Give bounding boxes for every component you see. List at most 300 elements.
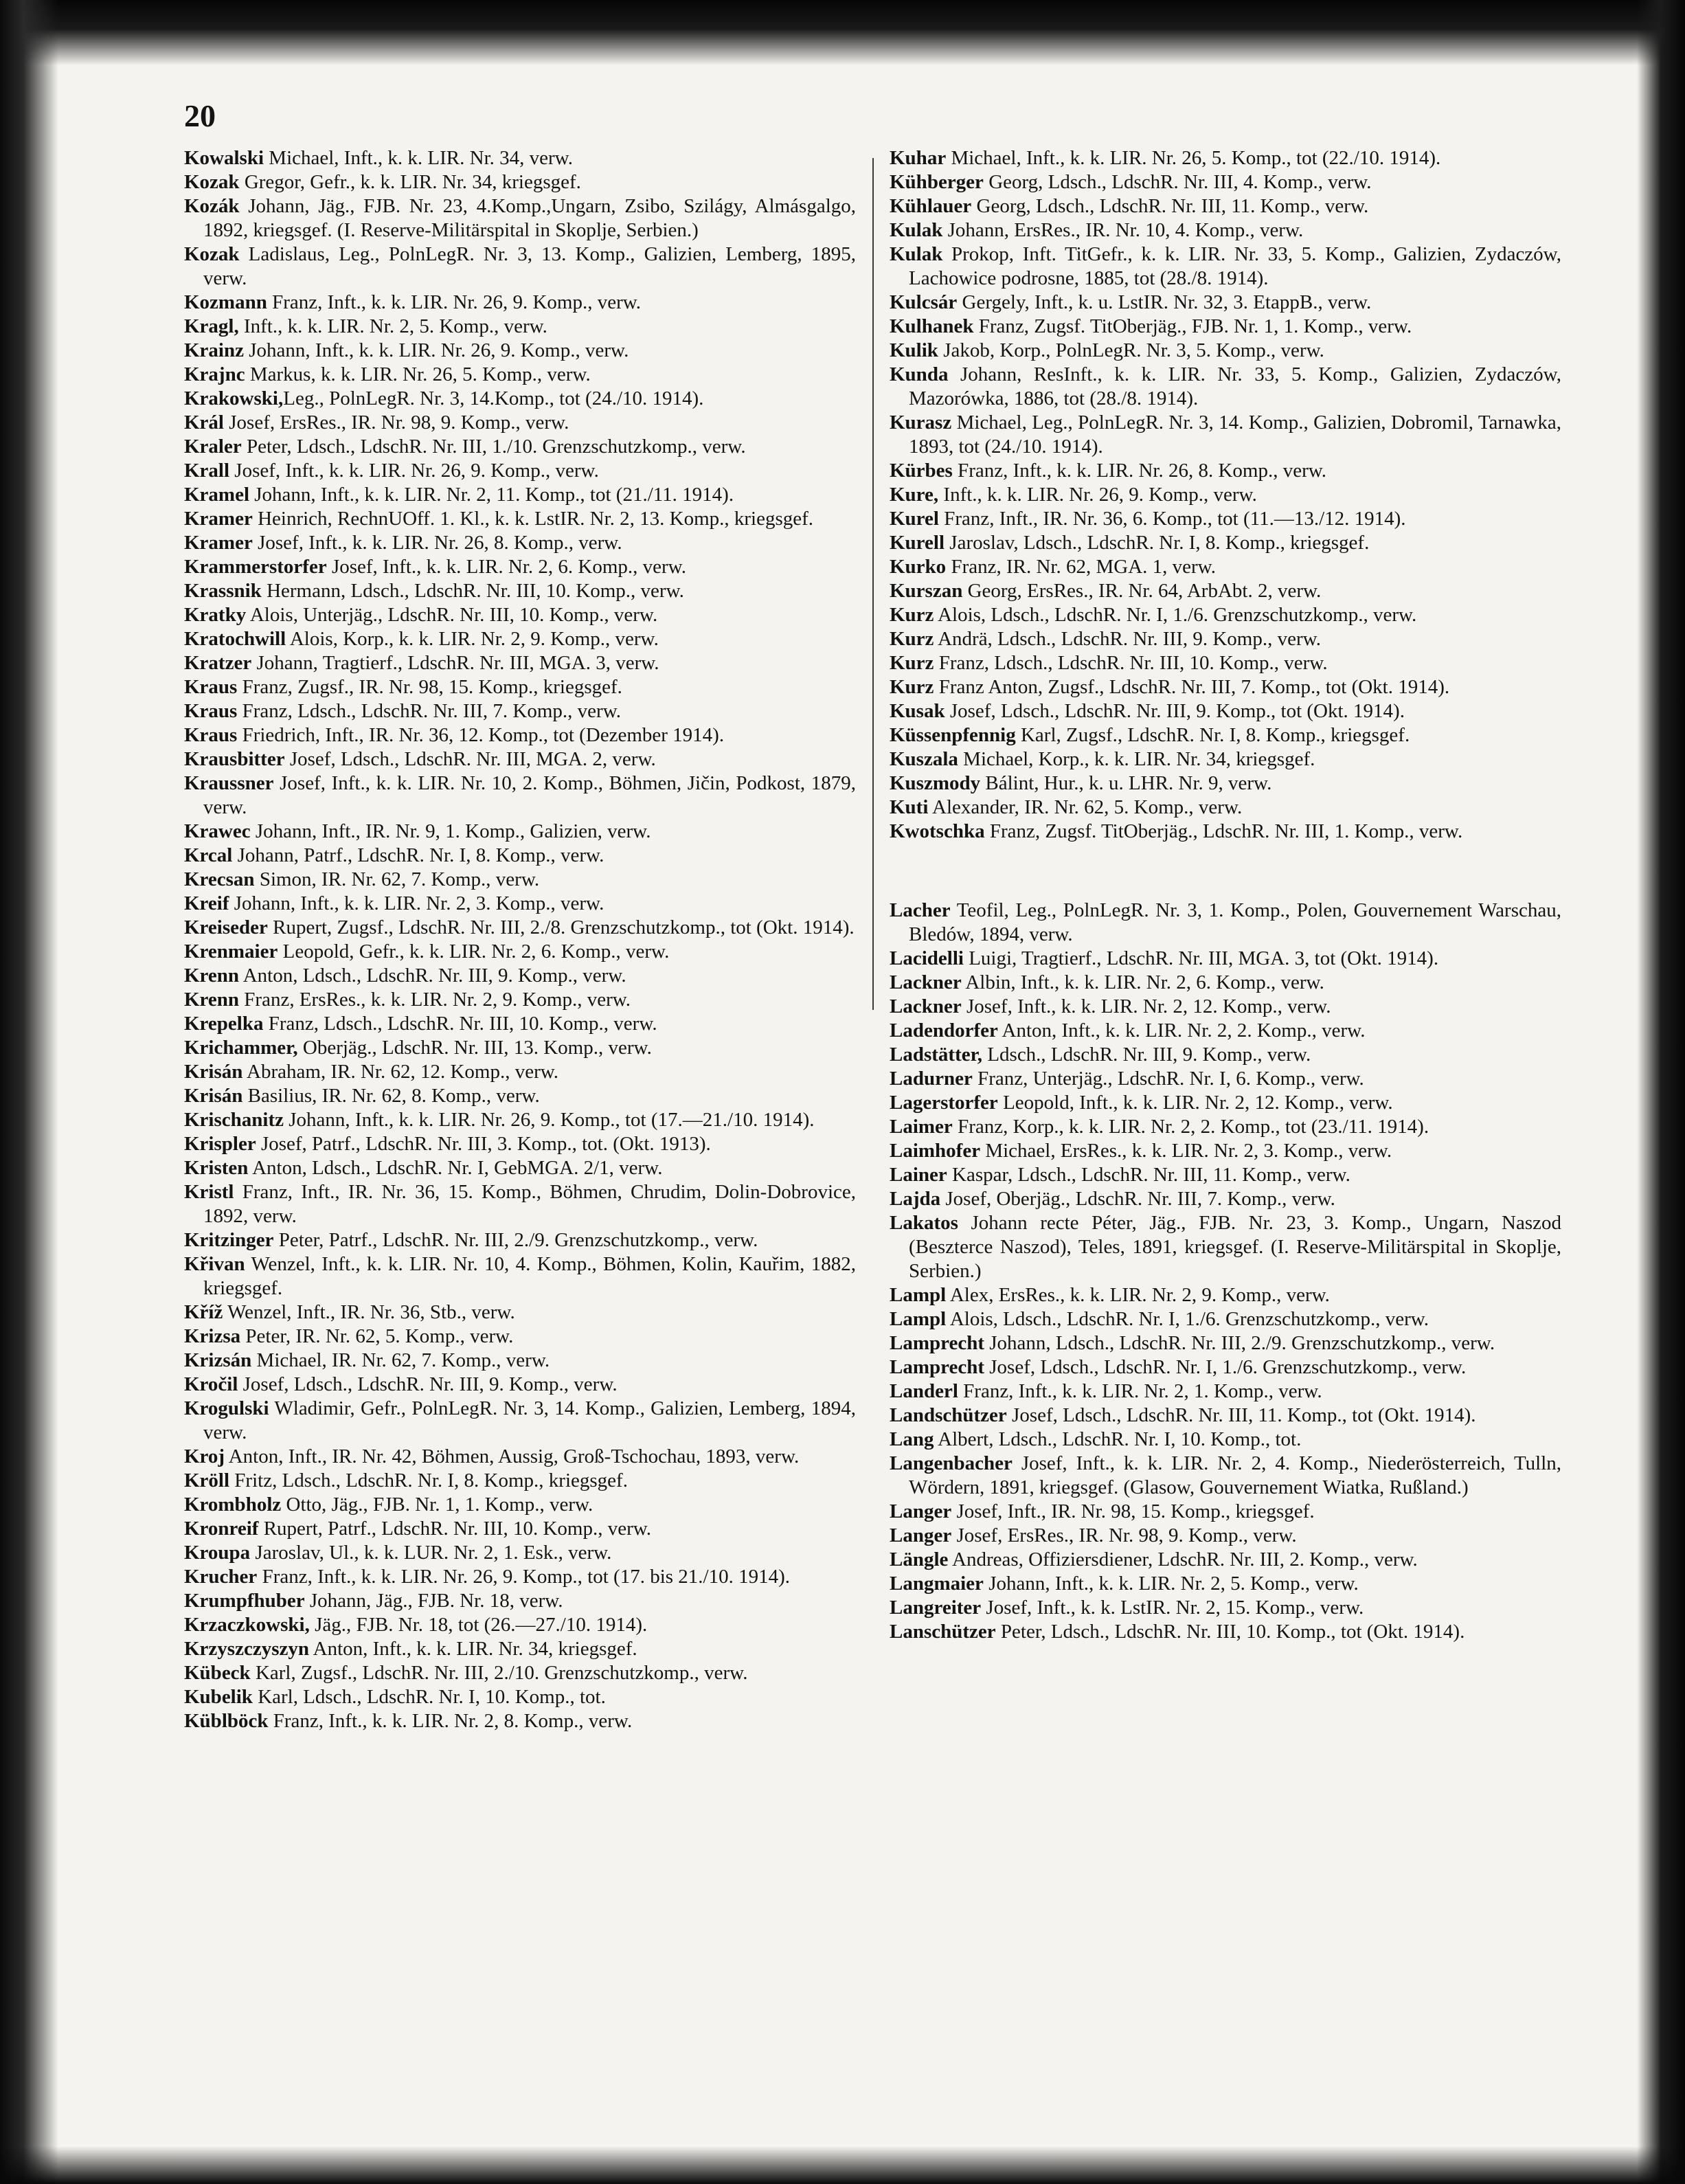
entry-details: Gregor, Gefr., k. k. LIR. Nr. 34, kriegsgef. [239,171,581,193]
register-entry [890,899,1561,947]
entry-details: Franz, ErsRes., k. k. LIR. Nr. 2, 9. Komp., verw. [239,989,631,1011]
entry-details: Johann, Ldsch., LdschR. Nr. III, 2./9. Grenzschutzkomp., verw. [984,1332,1495,1354]
entry-details: Johann, Inft., k. k. LIR. Nr. 2, 3. Komp., verw. [229,892,604,914]
register-entry [184,892,856,916]
entry-surname: Langreiter [890,1597,982,1619]
register-entry [184,1541,856,1565]
scan-edge-top [0,0,1685,65]
entry-surname: Kuti [890,796,929,818]
right-column-l-section [890,899,1561,1644]
register-entry [184,1180,856,1228]
register-entry [890,995,1561,1019]
entry-surname: Kročil [184,1373,238,1395]
register-entry [184,868,856,892]
entry-details: Luigi, Tragtierf., LdschR. Nr. III, MGA. 3, tot (Okt. 1914). [963,947,1439,969]
entry-surname: Kozák [184,195,240,217]
entry-details: Franz, Zugsf., IR. Nr. 98, 15. Komp., kriegsgef. [237,676,622,698]
register-entry [890,1307,1561,1331]
entry-surname: Kulcsár [890,291,958,313]
register-entry [890,483,1561,507]
entry-surname: Kroupa [184,1542,251,1564]
register-entry [890,291,1561,315]
entry-details: Alex, ErsRes., k. k. LIR. Nr. 2, 9. Komp., verw. [946,1284,1330,1306]
entry-details: Ldsch., LdschR. Nr. III, 9. Komp., verw. [982,1044,1311,1066]
entry-details: Markus, k. k. LIR. Nr. 26, 5. Komp., verw. [245,363,591,385]
entry-surname: Ladstätter, [890,1044,983,1066]
register-entry [184,675,856,699]
entry-surname: Kraus [184,700,238,722]
entry-surname: Krzyszczyszyn [184,1638,309,1660]
entry-surname: Kragl, [184,315,239,337]
entry-surname: Kurz [890,676,934,698]
entry-surname: Kristl [184,1181,234,1203]
register-entry [184,411,856,435]
entry-details: Josef, Inft., k. k. LIR. Nr. 26, 8. Komp., verw. [252,532,622,554]
entry-surname: Lampl [890,1284,947,1306]
entry-surname: Kubelik [184,1686,253,1708]
entry-surname: Křivan [184,1253,245,1275]
entry-details: Franz, Inft., k. k. LIR. Nr. 26, 9. Komp., tot (17. bis 21./10. 1914). [257,1566,791,1588]
entry-details: Josef, Inft., k. k. LIR. Nr. 2, 6. Komp., verw. [326,556,686,578]
entry-surname: Kramel [184,484,250,506]
entry-details: Heinrich, RechnUOff. 1. Kl., k. k. LstIR. Nr. 2, 13. Komp., kriegsgef. [252,508,814,530]
entry-details: Jäg., FJB. Nr. 18, tot (26.—27./10. 1914). [309,1614,648,1636]
entry-surname: Kristen [184,1157,249,1179]
entry-surname: Kurz [890,652,934,674]
register-entry [184,483,856,507]
entry-surname: Kraler [184,436,242,458]
entry-details: Franz, Inft., k. k. LIR. Nr. 2, 1. Komp., verw. [958,1380,1322,1402]
entry-surname: Kozmann [184,291,267,313]
register-entry [890,947,1561,971]
entry-details: Franz Anton, Zugsf., LdschR. Nr. III, 7. Komp., tot (Okt. 1914). [934,676,1450,698]
entry-details: Albin, Inft., k. k. LIR. Nr. 2, 6. Komp., verw. [961,971,1324,993]
entry-details: Josef, Ldsch., LdschR. Nr. III, 9. Komp., verw. [238,1373,618,1395]
register-entry [184,1517,856,1541]
register-entry [890,363,1561,411]
entry-details: Johann, Jäg., FJB. Nr. 18, verw. [304,1590,563,1612]
entry-details: Jakob, Korp., PolnLegR. Nr. 3, 5. Komp., verw. [938,339,1324,361]
entry-details: Michael, ErsRes., k. k. LIR. Nr. 2, 3. Komp., verw. [980,1140,1392,1162]
register-entry [184,1325,856,1349]
entry-details: Georg, Ldsch., LdschR. Nr. III, 4. Komp., verw. [983,171,1372,193]
register-entry [184,435,856,459]
entry-details: Karl, Zugsf., LdschR. Nr. III, 2./10. Grenzschutzkomp., verw. [250,1662,748,1684]
entry-surname: Kozak [184,243,240,265]
entry-surname: Langer [890,1500,952,1522]
register-entry [890,796,1561,820]
register-entry [184,916,856,940]
entry-surname: Krisán [184,1085,243,1107]
entry-surname: Krzaczkowski, [184,1614,310,1636]
entry-surname: Längle [890,1549,949,1571]
entry-details: Teofil, Leg., PolnLegR. Nr. 3, 1. Komp., Polen, Gouvernement Warschau, Bledów, 1894, verw. [909,899,1561,945]
entry-details: Josef, Inft., k. k. LIR. Nr. 2, 12. Komp., verw. [961,995,1331,1017]
entry-details: Johann, Inft., k. k. LIR. Nr. 2, 5. Komp., verw. [983,1573,1359,1595]
register-entry [184,964,856,988]
register-entry [890,1139,1561,1163]
entry-details: Franz, Ldsch., LdschR. Nr. III, 7. Komp., verw. [237,700,622,722]
entry-details: Anton, Inft., IR. Nr. 42, Böhmen, Aussig, Groß-Tschochau, 1893, verw. [225,1445,800,1467]
register-entry [890,170,1561,194]
entry-details: Peter, IR. Nr. 62, 5. Komp., verw. [240,1325,514,1347]
entry-surname: Kunda [890,363,949,385]
entry-surname: Krainz [184,339,244,361]
entry-surname: Lackner [890,971,962,993]
entry-surname: Kulak [890,219,943,241]
entry-details: Franz, Korp., k. k. LIR. Nr. 2, 2. Komp., tot (23./11. 1914). [952,1116,1429,1138]
entry-details: Alois, Ldsch., LdschR. Nr. I, 1./6. Grenzschutzkomp., verw. [934,604,1417,626]
register-entry [890,218,1561,243]
entry-details: Oberjäg., LdschR. Nr. III, 13. Komp., verw. [297,1037,652,1059]
register-entry [184,1252,856,1301]
entry-surname: Kozak [184,171,240,193]
entry-details: Fritz, Ldsch., LdschR. Nr. I, 8. Komp., kriegsgef. [229,1470,628,1491]
scan-edge-bottom [0,2146,1685,2184]
entry-details: Ladislaus, Leg., PolnLegR. Nr. 3, 13. Komp., Galizien, Lemberg, 1895, verw. [203,243,856,289]
entry-details: Johann, Inft., IR. Nr. 9, 1. Komp., Galizien, verw. [250,820,651,842]
register-entry [890,723,1561,747]
entry-surname: Kurz [890,604,934,626]
register-entry [184,627,856,651]
entry-details: Jaroslav, Ul., k. k. LUR. Nr. 2, 1. Esk., verw. [250,1542,612,1564]
entry-details: Franz, Inft., IR. Nr. 36, 15. Komp., Böhmen, Chrudim, Dolin-Dobrovice, 1892, verw. [203,1181,856,1227]
register-entry [890,507,1561,531]
entry-details: Anton, Inft., k. k. LIR. Nr. 34, kriegsgef. [309,1638,637,1660]
entry-details: Johann, Patrf., LdschR. Nr. I, 8. Komp., verw. [232,844,604,866]
register-entry [890,675,1561,699]
entry-details: Josef, Oberjäg., LdschR. Nr. III, 7. Komp., verw. [940,1188,1335,1210]
entry-surname: Krcal [184,844,233,866]
register-entry [890,1596,1561,1620]
entry-surname: Langmaier [890,1573,984,1595]
entry-details: Josef, Inft., k. k. LIR. Nr. 2, 4. Komp., Niederösterreich, Tulln, Wördern, 1891, kriegsgef. (Glasow, Gouvernement Wiatka, Rußland.) [909,1452,1561,1498]
entry-surname: Kuszala [890,748,958,770]
entry-details: Albert, Ldsch., LdschR. Nr. I, 10. Komp., tot. [934,1428,1302,1450]
entry-details: Hermann, Ldsch., LdschR. Nr. III, 10. Komp., verw. [261,580,684,602]
entry-surname: Lakatos [890,1212,958,1234]
register-entry [184,291,856,315]
entry-details: Jaroslav, Ldsch., LdschR. Nr. I, 8. Komp., kriegsgef. [945,532,1370,554]
entry-surname: Lackner [890,995,962,1017]
entry-surname: Lampl [890,1308,947,1330]
entry-surname: Krammerstorfer [184,556,327,578]
entry-details: Franz, Ldsch., LdschR. Nr. III, 10. Komp., verw. [263,1013,657,1035]
entry-surname: Kreif [184,892,229,914]
entry-surname: Lagerstorfer [890,1092,998,1114]
register-entry [184,1685,856,1709]
entry-details: Johann recte Péter, Jäg., FJB. Nr. 23, 3. Komp., Ungarn, Naszod (Beszterce Naszod), Teles, 1891, kriegsgef. (I. Reserve-Militärspital in Skoplje, Serbien.) [909,1212,1561,1282]
entry-surname: Kurz [890,628,934,650]
register-entry [184,1036,856,1060]
entry-details: Michael, Korp., k. k. LIR. Nr. 34, kriegsgef. [958,748,1315,770]
entry-surname: Lanschützer [890,1621,996,1643]
entry-surname: Krumpfhuber [184,1590,305,1612]
entry-details: Michael, Inft., k. k. LIR. Nr. 26, 5. Komp., tot (22./10. 1914). [946,147,1441,169]
entry-details: Anton, Inft., k. k. LIR. Nr. 2, 2. Komp., verw. [997,1020,1366,1042]
entry-surname: Krizsa [184,1325,241,1347]
entry-surname: Kreiseder [184,916,268,938]
register-entry [890,1404,1561,1428]
register-entry [184,1060,856,1084]
entry-surname: Krenn [184,989,240,1011]
register-entry [184,146,856,170]
entry-surname: Küssenpfennig [890,724,1016,746]
entry-details: Anton, Ldsch., LdschR. Nr. I, GebMGA. 2/1, verw. [248,1157,663,1179]
entry-details: Josef, Ldsch., LdschR. Nr. I, 1./6. Grenzschutzkomp., verw. [984,1356,1467,1378]
entry-surname: Kříž [184,1301,223,1323]
entry-details: Otto, Jäg., FJB. Nr. 1, 1. Komp., verw. [281,1494,593,1516]
register-entry [890,411,1561,459]
entry-surname: Landerl [890,1380,958,1402]
entry-surname: Lacher [890,899,951,921]
entry-surname: Krischanitz [184,1109,284,1131]
entry-details: Josef, ErsRes., IR. Nr. 98, 9. Komp., verw. [951,1524,1297,1546]
entry-details: Rupert, Patrf., LdschR. Nr. III, 10. Komp., verw. [258,1518,652,1540]
register-entry [890,1067,1561,1091]
entry-details: Rupert, Zugsf., LdschR. Nr. III, 2./8. Grenzschutzkomp., tot (Okt. 1914). [267,916,855,938]
entry-details: Georg, Ldsch., LdschR. Nr. III, 11. Komp., verw. [971,195,1369,217]
register-entry [890,1572,1561,1596]
entry-surname: Kurko [890,556,947,578]
register-entry [184,1156,856,1180]
register-entry [890,772,1561,796]
entry-details: Karl, Zugsf., LdschR. Nr. I, 8. Komp., kriegsgef. [1015,724,1410,746]
register-entry [184,459,856,483]
entry-surname: Krenmaier [184,941,278,962]
register-entry [890,1331,1561,1355]
register-entry [184,1373,856,1397]
register-entry [184,1493,856,1517]
register-entry [890,315,1561,339]
entry-surname: Kronreif [184,1518,259,1540]
register-entry [890,1019,1561,1043]
register-entry [184,940,856,964]
entry-details: Michael, Inft., k. k. LIR. Nr. 34, verw. [264,147,573,169]
entry-details: Michael, Leg., PolnLegR. Nr. 3, 14. Komp., Galizien, Dobromil, Tarnawka, 1893, tot (24./10. 1914). [909,412,1561,458]
register-entry [184,772,856,820]
entry-details: Josef, Inft., IR. Nr. 98, 15. Komp., kriegsgef. [951,1500,1315,1522]
register-entry [184,603,856,627]
right-column-k-section [890,146,1561,844]
entry-surname: Lang [890,1428,934,1450]
page-number: 20 [184,98,216,133]
register-entry [890,1043,1561,1067]
entry-surname: Lamprecht [890,1356,985,1378]
entry-surname: Krichammer, [184,1037,298,1059]
entry-details: Abraham, IR. Nr. 62, 12. Komp., verw. [242,1061,559,1083]
entry-surname: Langenbacher [890,1452,1013,1474]
register-entry [890,1091,1561,1115]
entry-surname: Kramer [184,508,253,530]
register-entry [890,555,1561,579]
entry-surname: Lamprecht [890,1332,985,1354]
entry-surname: Lajda [890,1188,941,1210]
entry-details: Johann, Jäg., FJB. Nr. 23, 4.Komp.,Ungarn, Zsibo, Szilágy, Almásgalgo, 1892, kriegsgef. (I. Reserve-Militärspital in Skoplje, Serbien.) [203,195,856,241]
entry-surname: Krombholz [184,1494,282,1516]
register-entry [890,1620,1561,1644]
register-entry [890,699,1561,723]
entry-details: Leg., PolnLegR. Nr. 3, 14.Komp., tot (24./10. 1914). [283,387,704,409]
entry-surname: Krajnc [184,363,245,385]
entry-surname: Kwotschka [890,820,985,842]
register-entry [890,820,1561,844]
register-entry [890,1211,1561,1283]
entry-details: Alois, Ldsch., LdschR. Nr. I, 1./6. Grenzschutzkomp., verw. [946,1308,1429,1330]
entry-details: Georg, ErsRes., IR. Nr. 64, ArbAbt. 2, verw. [962,580,1322,602]
entry-surname: Kuhar [890,147,947,169]
register-entry [184,723,856,747]
entry-details: Bálint, Hur., k. u. LHR. Nr. 9, verw. [980,772,1272,794]
entry-surname: Krall [184,460,230,482]
register-entry [184,243,856,291]
entry-surname: Krecsan [184,868,255,890]
entry-details: Inft., k. k. LIR. Nr. 26, 9. Komp., verw. [938,484,1257,506]
entry-details: Leopold, Gefr., k. k. LIR. Nr. 2, 6. Komp., verw. [278,941,670,962]
register-entry [184,1349,856,1373]
register-entry [890,971,1561,995]
entry-details: Wenzel, Inft., k. k. LIR. Nr. 10, 4. Komp., Böhmen, Kolin, Kauřim, 1882, kriegsgef. [203,1253,856,1299]
register-entry [184,1445,856,1469]
register-entry [890,1500,1561,1524]
entry-details: Johann, Inft., k. k. LIR. Nr. 2, 11. Komp., tot (21./11. 1914). [249,484,734,506]
register-entry [184,1661,856,1685]
entry-surname: Krakowski, [184,387,284,409]
entry-surname: Ladendorfer [890,1020,998,1042]
entry-details: Andrä, Ldsch., LdschR. Nr. III, 9. Komp., verw. [934,628,1321,650]
entry-details: Johann, Inft., k. k. LIR. Nr. 26, 9. Komp., tot (17.—21./10. 1914). [284,1109,815,1131]
register-entry [184,1565,856,1589]
register-entry [184,1108,856,1132]
entry-surname: Kritzinger [184,1229,274,1251]
entry-details: Josef, Patrf., LdschR. Nr. III, 3. Komp., tot. (Okt. 1913). [256,1133,711,1155]
entry-details: Prokop, Inft. TitGefr., k. k. LIR. Nr. 33, 5. Komp., Galizien, Zydaczów, Lachowice podrosne, 1885, tot (28./8. 1914). [909,243,1561,289]
entry-surname: Lacidelli [890,947,964,969]
entry-surname: Lainer [890,1164,947,1186]
entry-surname: Kraus [184,724,238,746]
entry-surname: Kramer [184,532,253,554]
entry-details: Johann, Inft., k. k. LIR. Nr. 26, 9. Komp., verw. [244,339,629,361]
register-entry [890,1452,1561,1500]
entry-surname: Kraus [184,676,238,698]
register-entry [184,1469,856,1493]
entry-details: Wenzel, Inft., IR. Nr. 36, Stb., verw. [223,1301,515,1323]
entry-details: Leopold, Inft., k. k. LIR. Nr. 2, 12. Komp., verw. [997,1092,1393,1114]
entry-surname: Kühlauer [890,195,972,217]
register-entry [890,339,1561,363]
entry-details: Josef, Inft., k. k. LIR. Nr. 10, 2. Komp., Böhmen, Jičin, Podkost, 1879, verw. [203,772,856,818]
register-entry [890,603,1561,627]
column-divider [872,158,874,1010]
left-column [184,146,856,1733]
entry-details: Franz, Inft., k. k. LIR. Nr. 2, 8. Komp., verw. [268,1710,633,1732]
scan-edge-right [1637,0,1685,2184]
register-entry [184,170,856,194]
entry-surname: Kröll [184,1470,230,1491]
entry-surname: Landschützer [890,1404,1007,1426]
register-entry [184,820,856,844]
entry-details: Josef, Ldsch., LdschR. Nr. III, 9. Komp., tot (Okt. 1914). [945,700,1405,722]
register-entry [184,1589,856,1613]
entry-details: Wladimir, Gefr., PolnLegR. Nr. 3, 14. Komp., Galizien, Lemberg, 1894, verw. [203,1397,856,1443]
entry-surname: Krausbitter [184,748,285,770]
entry-details: Peter, Ldsch., LdschR. Nr. III, 10. Komp., tot (Okt. 1914). [995,1621,1465,1643]
entry-surname: Kusak [890,700,945,722]
entry-details: Johann, ResInft., k. k. LIR. Nr. 33, 5. Komp., Galizien, Zydaczów, Mazorówka, 1886, tot (28./8. 1914). [909,363,1561,409]
entry-details: Kaspar, Ldsch., LdschR. Nr. III, 11. Komp., verw. [947,1164,1350,1186]
entry-details: Josef, Ldsch., LdschR. Nr. III, MGA. 2, verw. [284,748,656,770]
register-entry [184,507,856,531]
entry-details: Franz, Inft., k. k. LIR. Nr. 26, 8. Komp., verw. [952,460,1327,482]
register-entry [184,194,856,243]
register-entry [184,363,856,387]
scan-edge-left [0,0,58,2184]
entry-surname: Kulik [890,339,938,361]
entry-surname: Kübeck [184,1662,251,1684]
register-entry [184,1709,856,1733]
register-entry [184,579,856,603]
register-entry [890,651,1561,675]
register-entry [184,315,856,339]
entry-surname: Krispler [184,1133,256,1155]
entry-details: Johann, Tragtierf., LdschR. Nr. III, MGA. 3, verw. [251,652,659,674]
register-entry [184,988,856,1012]
entry-surname: Kühberger [890,171,984,193]
entry-surname: Krogulski [184,1397,269,1419]
entry-details: Franz, Zugsf. TitOberjäg., FJB. Nr. 1, 1. Komp., verw. [973,315,1412,337]
entry-details: Franz, IR. Nr. 62, MGA. 1, verw. [946,556,1216,578]
register-entry [184,1613,856,1637]
register-entry [184,1301,856,1325]
register-entry [184,387,856,411]
register-entry [184,1637,856,1661]
entry-details: Andreas, Offiziersdiener, LdschR. Nr. III, 2. Komp., verw. [948,1549,1418,1571]
entry-details: Simon, IR. Nr. 62, 7. Komp., verw. [254,868,540,890]
register-entry [184,699,856,723]
entry-details: Josef, Inft., k. k. LstIR. Nr. 2, 15. Komp., verw. [981,1597,1364,1619]
register-entry [184,555,856,579]
entry-surname: Krisán [184,1061,243,1083]
register-entry [184,1228,856,1252]
entry-details: Franz, Ldsch., LdschR. Nr. III, 10. Komp., verw. [934,652,1328,674]
entry-surname: Krassnik [184,580,262,602]
entry-details: Gergely, Inft., k. u. LstIR. Nr. 32, 3. EtappB., verw. [957,291,1372,313]
entry-details: Karl, Ldsch., LdschR. Nr. I, 10. Komp., tot. [252,1686,606,1708]
entry-surname: Kraussner [184,772,274,794]
entry-details: Peter, Patrf., LdschR. Nr. III, 2./9. Grenzschutzkomp., verw. [273,1229,758,1251]
register-entry [184,1397,856,1445]
register-entry [890,1115,1561,1139]
register-entry [890,747,1561,772]
section-gap [890,844,1561,899]
register-entry [184,1084,856,1108]
entry-details: Josef, Inft., k. k. LIR. Nr. 26, 9. Komp., verw. [229,460,599,482]
entry-surname: Král [184,412,224,434]
register-entry [184,1132,856,1156]
entry-surname: Krepelka [184,1013,264,1035]
entry-surname: Krawec [184,820,251,842]
register-entry [890,1355,1561,1380]
entry-surname: Laimer [890,1116,953,1138]
entry-surname: Kurell [890,532,945,554]
entry-details: Franz, Inft., IR. Nr. 36, 6. Komp., tot (11.—13./12. 1914). [938,508,1406,530]
entry-surname: Kulak [890,243,943,265]
register-entry [890,1187,1561,1211]
entry-details: Peter, Ldsch., LdschR. Nr. III, 1./10. Grenzschutzkomp., verw. [241,436,746,458]
register-entry [890,1380,1561,1404]
register-entry [184,747,856,772]
register-entry [890,1283,1561,1307]
